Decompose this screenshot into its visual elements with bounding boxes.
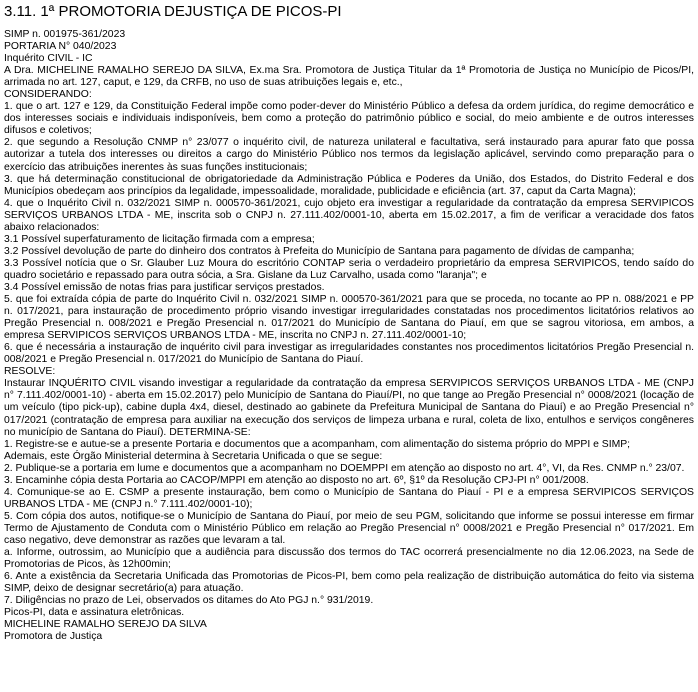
ademais-paragraph: Ademais, este Órgão Ministerial determina à Secretaria Unificada o que se segue: xyxy=(4,450,383,462)
resolve-label: RESOLVE: xyxy=(4,366,56,378)
item-3-1: 3.1 Possível superfaturamento de licitação firmada com a empresa; xyxy=(4,233,315,245)
opening-paragraph: A Dra. MICHELINE RAMALHO SEREJO DA SILVA, Ex.ma Sra. Promotora de Justiça Titular da 1ª Promotoria de Justiça no Município de Picos/PI, arrimada no art. 127, caput, e 129, da CRFB, no uso de suas atribuições legais e, etc., xyxy=(4,65,694,89)
determination-6: 6. Ante a existência da Secretaria Unificada das Promotorias de Picos-PI, bem como pela realização de distribuição automática do feito via sistema SIMP, deixo de designar secretário(a) para atuação. xyxy=(4,571,694,595)
section-heading: 3.11. 1ª PROMOTORIA DEJUSTIÇA DE PICOS-PI xyxy=(4,3,342,20)
considerando-2: 2. que segundo a Resolução CNMP n° 23/077 o inquérito civil, de natureza unilateral e facultativa, será instaurado para apurar fato que possa autorizar a tutela dos interesses ou direitos a cargo do Ministério Público nos termos da legislação aplicável, servindo como preparação para o exercício das atribuições inerentes às suas funções institucionais; xyxy=(4,137,694,173)
determination-4: 4. Comunique-se ao E. CSMP a presente instauração, bem como o Município de Santana do Piauí - PI e a empresa SERVIPICOS SERVIÇOS URBANOS LTDA - ME (CNPJ n.° 7.111.402/0001-10); xyxy=(4,486,694,510)
portaria-number: PORTARIA N° 040/2023 xyxy=(4,41,117,53)
considerando-1: 1. que o art. 127 e 129, da Constituição Federal impõe como poder-dever do Ministério Público a defesa da ordem jurídica, do regime democrático e dos interesses sociais e individuais indisponíveis, bem como a proteção do patrimônio público e social, do meio ambiente e de outros interesses difusos e coletivos; xyxy=(4,101,694,137)
date-line: Picos-PI, data e assinatura eletrônicas. xyxy=(4,607,185,619)
determination-1: 1. Registre-se e autue-se a presente Portaria e documentos que a acompanham, com alimentação do sistema próprio do MPPI e SIMP; xyxy=(4,438,631,450)
considerando-5: 5. que foi extraída cópia de parte do Inquérito Civil n. 032/2021 SIMP n. 000570-361/2021 para que se proceda, no tocante ao PP n. 088/2021 e PP n. 017/2021, para instauração de procedimento próprio visando investigar irregularidades constatadas nos procedimentos licitatórios relativos ao Pregão Presencial n. 008/2021 e Pregão Presencial n. 017/2021 do Município de Santana do Piauí, em que se sagrou vitoriosa, em ambos, a empresa SERVIPICOS SERVIÇOS URBANOS LTDA - ME, inscrita no CNPJ n. 27.111.402/0001-10; xyxy=(4,294,694,342)
considerando-label: CONSIDERANDO: xyxy=(4,89,92,101)
considerando-6: 6. que é necessária a instauração de inquérito civil para investigar as irregularidades constantes nos procedimentos licitatórios Pregão Presencial n. 008/2021 e Pregão Presencial n. 017/2021 do Município de Santana do Piauí. xyxy=(4,342,694,366)
determination-7: 7. Diligências no prazo de Lei, observados os ditames do Ato PGJ n.° 931/2019. xyxy=(4,595,374,607)
inquerito-type: Inquérito CIVIL - IC xyxy=(4,53,93,65)
item-3-4: 3.4 Possível emissão de notas frias para justificar serviços prestados. xyxy=(4,281,325,293)
item-3-3: 3.3 Possível notícia que o Sr. Glauber Luz Moura do escritório CONTAP seria o verdadeiro proprietário da empresa SERVIPICOS, tendo saído do quadro societário e repassado para outra sócia, a Sra. Gislane da Luz Carvalho, usada como "laranja"; e xyxy=(4,257,694,281)
determination-2: 2. Publique-se a portaria em lume e documentos que a acompanham no DOEMPPI em atenção ao disposto no art. 4°, VI, da Res. CNMP n.° 23/07. xyxy=(4,462,685,474)
determination-3: 3. Encaminhe cópia desta Portaria ao CACOP/MPPI em atenção ao disposto no art. 6º, §1º da Resolução CPJ-PI n° 001/2008. xyxy=(4,474,589,486)
document-body xyxy=(4,29,694,643)
determination-5a: a. Informe, outrossim, ao Município que a audiência para discussão dos termos do TAC ocorrerá presencialmente no dia 12.06.2023, na Sede de Promotorias de Picos, às 12h00min; xyxy=(4,547,694,571)
considerando-4: 4. que o Inquérito Civil n. 032/2021 SIMP n. 000570-361/2021, cujo objeto era investigar a regularidade da contratação da empresa SERVIPICOS SERVIÇOS URBANOS LTDA - ME, inscrita sob o CNPJ n. 27.111.402/0001-10, aberta em 15.02.2017, a fim de verificar a veracidade dos fatos abaixo relacionados: xyxy=(4,197,694,233)
simp-number: SIMP n. 001975-361/2023 xyxy=(4,29,126,40)
document-page xyxy=(4,0,694,643)
item-3-2: 3.2 Possível devolução de parte do dinheiro dos contratos à Prefeita do Município de Santana para pagamento de dívidas de campanha; xyxy=(4,245,635,257)
signatory-name: MICHELINE RAMALHO SEREJO DA SILVA xyxy=(4,619,207,631)
determination-5: 5. Com cópia dos autos, notifique-se o Município de Santana do Piauí, por meio de seu PGM, solicitando que informe se possui interesse em firmar Termo de Ajustamento de Conduta com o Ministério Público em relação ao Pregão Presencial n° 0008/2021 e Pregão Presencial n° 017/2021. Em caso negativo, deve demonstrar as razões que levaram a tal. xyxy=(4,510,694,546)
instaurar-paragraph: Instaurar INQUÉRITO CIVIL visando investigar a regularidade da contratação da empresa SERVIPICOS SERVIÇOS URBANOS LTDA - ME (CNPJ n° 7.111.402/0001-10) - aberta em 15.02.2017) pelo Município de Santana do Piauí/PI, no que tange ao Pregão Presencial n° 0008/2021 (locação de um veículo (tipo pick-up), cabine dupla 4x4, diesel, destinado ao gabinete da Prefeitura Municipal de Santana do Piauí) e ao Pregão Presencial n° 017/2021 (contratação de empresa para auxiliar na execução dos serviços de limpeza urbana e rural, coleta de lixo, entulhos e serviços congêneres no município de Santana do Piauí). DETERMINA-SE: xyxy=(4,378,694,438)
signatory-title: Promotora de Justiça xyxy=(4,631,103,643)
considerando-3: 3. que há determinação constitucional de obrigatoriedade da Administração Pública e Poderes da União, dos Estados, do Distrito Federal e dos Municípios obedeçam aos princípios da legalidade, impessoalidade, moralidade, publicidade e eficiência (art. 37, caput da Carta Magna); xyxy=(4,173,694,197)
